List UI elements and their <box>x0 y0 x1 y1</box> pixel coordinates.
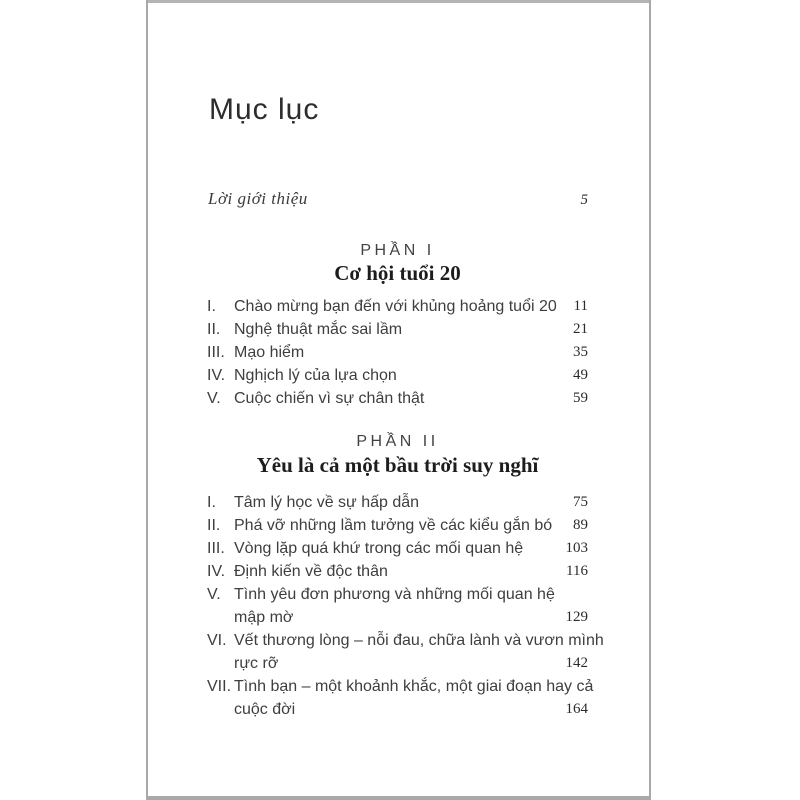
toc-item <box>207 387 588 410</box>
toc-item-numeral: III. <box>207 344 225 361</box>
toc-item-numeral: I. <box>207 298 216 315</box>
toc-item-numeral: II. <box>207 517 221 534</box>
intro-row <box>208 189 588 209</box>
toc-item-page: 142 <box>565 655 588 671</box>
toc-item <box>207 583 588 629</box>
part-2-title: Yêu là cả một bầu trời suy nghĩ <box>256 453 539 477</box>
part-1-label: PHẦN I <box>360 242 435 259</box>
toc-item-title-line-1: Tình bạn – một khoảnh khắc, một giai đoạn hay cả <box>234 678 594 695</box>
toc-item-page: 116 <box>566 563 588 579</box>
toc-item-title: Nghệ thuật mắc sai lầm <box>234 321 403 338</box>
intro-label: Lời giới thiệu <box>208 189 308 208</box>
toc-item <box>207 560 588 583</box>
toc-item-title-line-2: cuộc đời <box>234 701 296 718</box>
toc-item-title: Định kiến về độc thân <box>234 563 388 580</box>
toc-item-title: Vòng lặp quá khứ trong các mối quan hệ <box>234 540 524 557</box>
toc-item-page: 89 <box>573 517 588 533</box>
toc-item-title: Phá vỡ những lầm tưởng về các kiểu gắn bó <box>234 517 553 534</box>
book-page <box>146 0 651 800</box>
page-title: Mục lục <box>209 93 320 126</box>
part-2-label: PHẦN II <box>356 433 439 450</box>
toc-item-numeral: V. <box>207 586 221 603</box>
toc-item-numeral: VI. <box>207 632 227 649</box>
toc-item-page: 129 <box>565 609 588 625</box>
toc-item <box>207 318 588 341</box>
toc-item-title: Mạo hiểm <box>234 344 305 361</box>
toc-item <box>207 491 588 514</box>
toc-item-title: Tâm lý học về sự hấp dẫn <box>234 494 420 511</box>
toc-item-numeral: IV. <box>207 563 226 580</box>
intro-page-number: 5 <box>580 192 588 208</box>
toc-item-title-line-1: Tình yêu đơn phương và những mối quan hệ <box>234 586 555 603</box>
page-content <box>207 0 604 800</box>
toc-item <box>207 341 588 364</box>
toc-item-page: 59 <box>573 390 588 406</box>
toc-item-numeral: V. <box>207 390 221 407</box>
toc-item-page: 164 <box>565 701 588 717</box>
part-2-items <box>207 491 604 721</box>
toc-item <box>207 537 588 560</box>
toc-item-numeral: VII. <box>207 678 232 695</box>
toc-item <box>207 364 588 387</box>
part-1-title: Cơ hội tuổi 20 <box>334 261 461 285</box>
toc-item <box>207 675 594 721</box>
toc-item-title: Nghịch lý của lựa chọn <box>234 367 397 384</box>
toc-item-page: 35 <box>573 344 588 360</box>
toc-item-page: 49 <box>573 367 588 383</box>
toc-item-title-line-2: mập mờ <box>234 609 294 626</box>
toc-item <box>207 295 588 318</box>
toc-item-numeral: II. <box>207 321 221 338</box>
toc-item-title-line-2: rực rỡ <box>234 655 279 672</box>
part-1-items <box>207 295 588 410</box>
toc-item-page: 103 <box>565 540 588 556</box>
toc-item <box>207 629 604 675</box>
toc-item-title: Cuộc chiến vì sự chân thật <box>234 390 425 407</box>
toc-item-numeral: I. <box>207 494 216 511</box>
toc-item-title: Chào mừng bạn đến với khủng hoảng tuổi 20 <box>234 298 557 315</box>
toc-item <box>207 514 588 537</box>
toc-item-page: 11 <box>573 298 588 314</box>
toc-item-page: 21 <box>573 321 588 337</box>
toc-item-title-line-1: Vết thương lòng – nỗi đau, chữa lành và vươn mình <box>234 632 604 649</box>
toc-item-numeral: III. <box>207 540 225 557</box>
toc-item-page: 75 <box>573 494 588 510</box>
toc-item-numeral: IV. <box>207 367 226 384</box>
